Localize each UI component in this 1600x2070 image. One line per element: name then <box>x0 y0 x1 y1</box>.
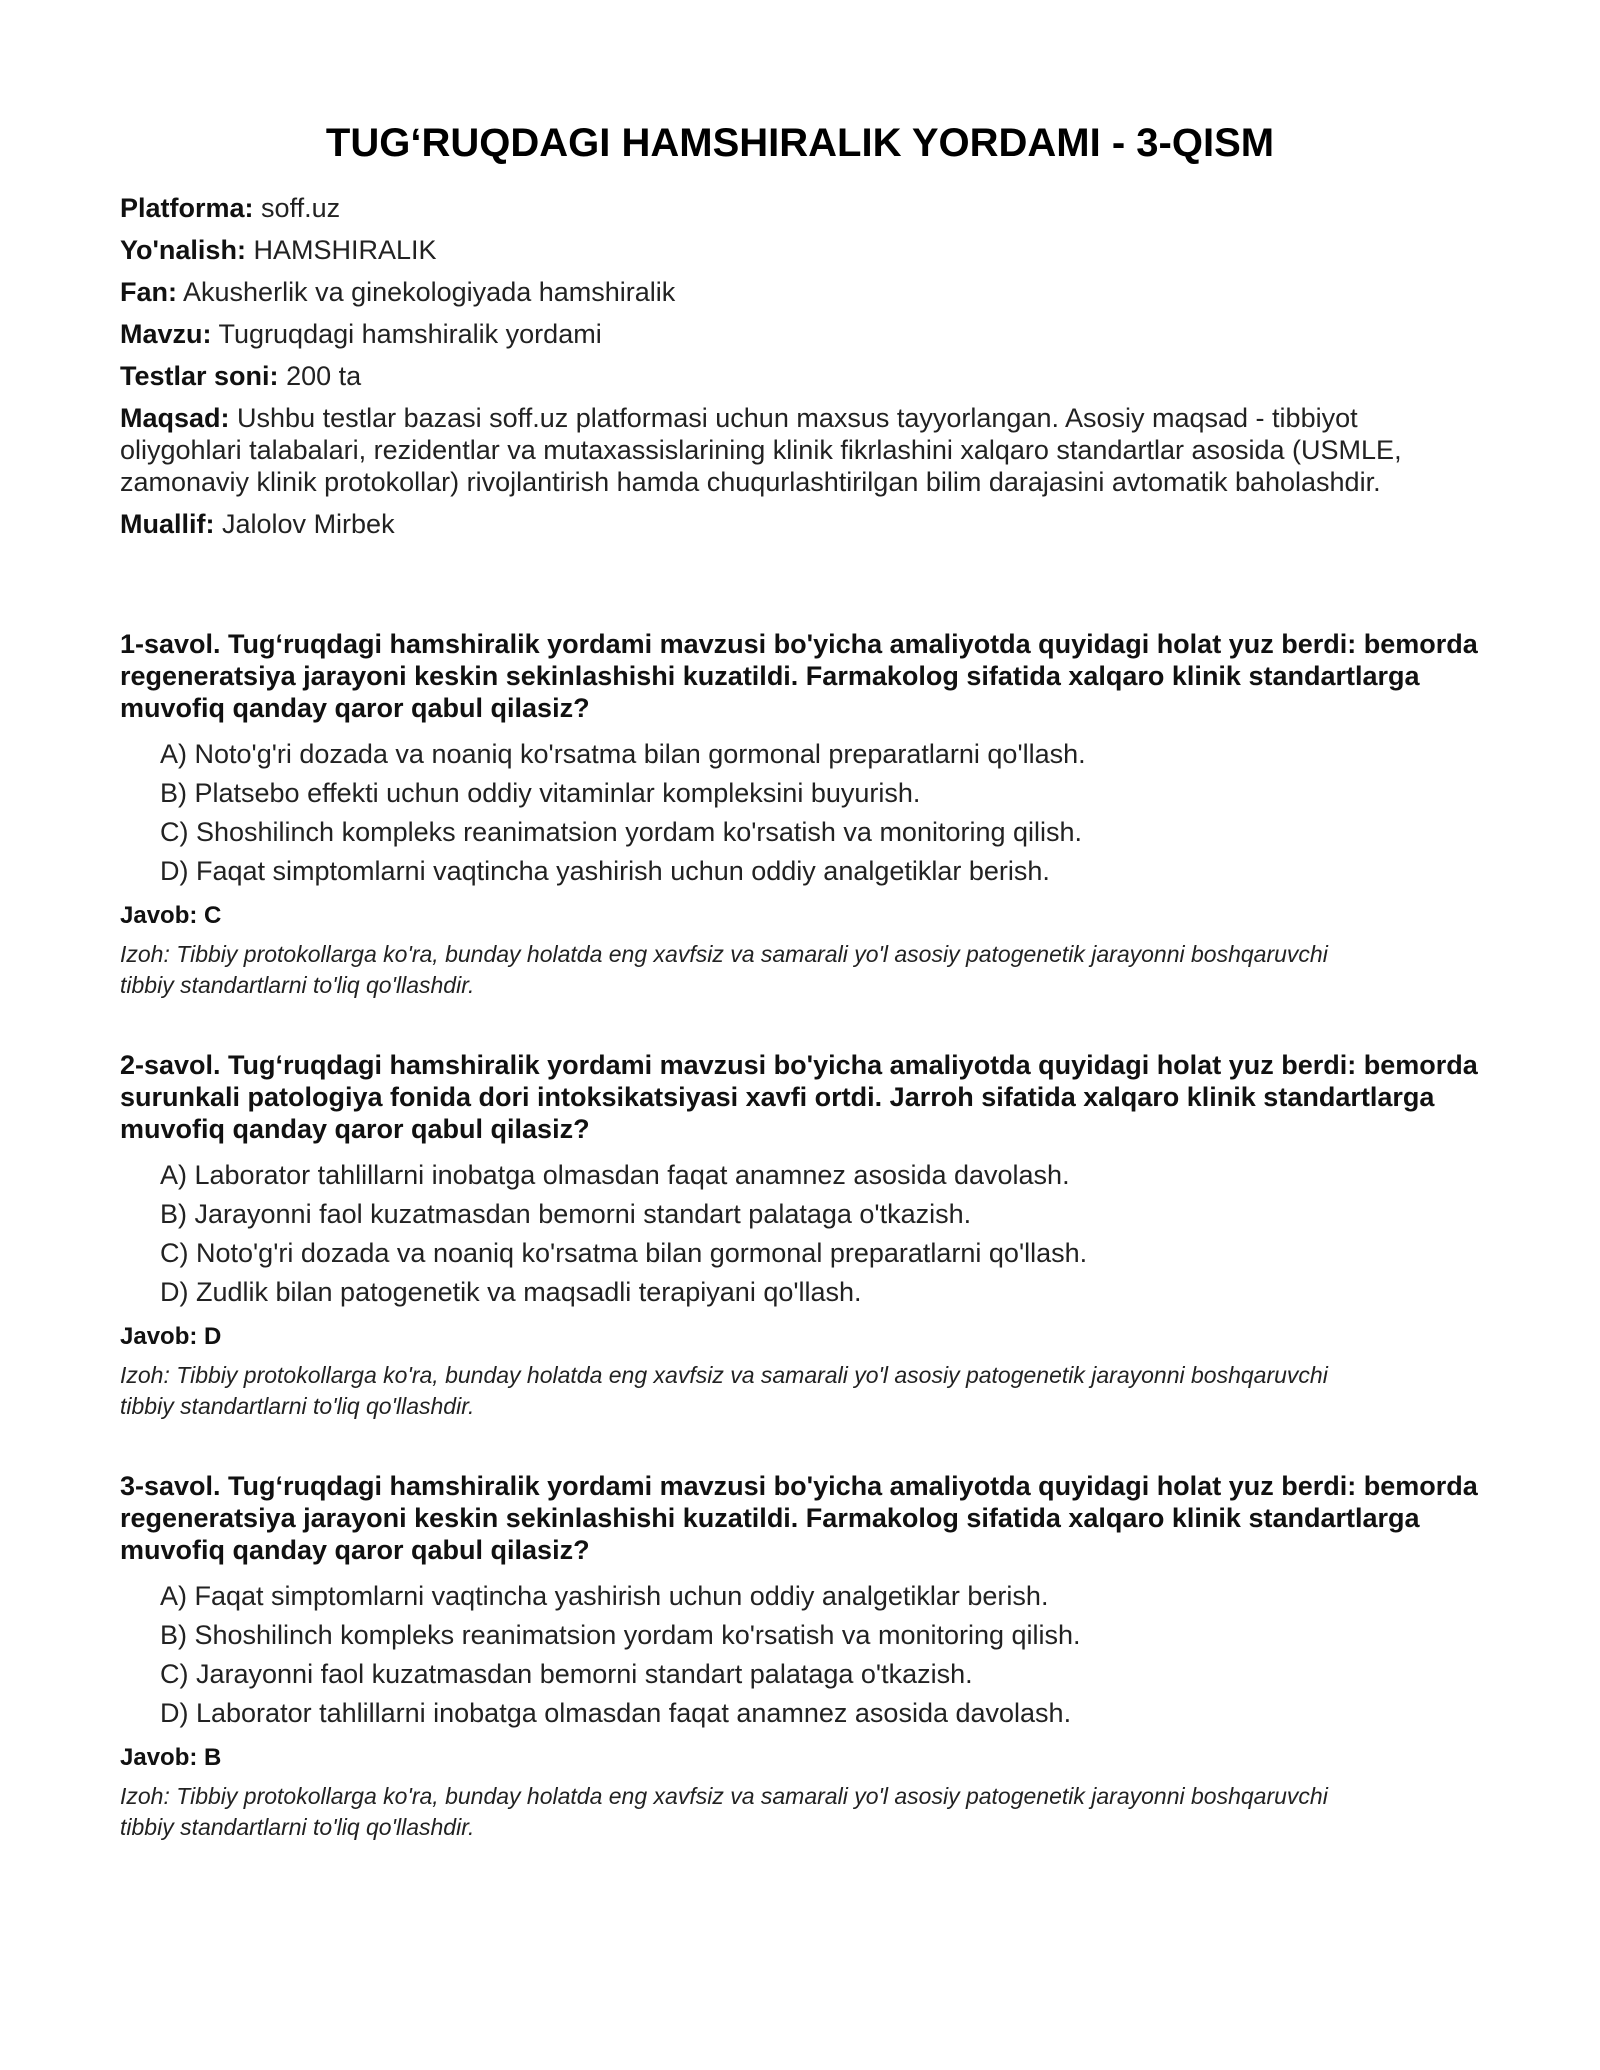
meta-key: Mavzu: <box>120 319 212 349</box>
meta-direction <box>120 234 1480 266</box>
meta-value: soff.uz <box>261 193 341 223</box>
meta-value: Tugruqdagi hamshiralik yordami <box>218 319 602 349</box>
question-1 <box>120 628 1480 1001</box>
question-text: 1-savol. Tug‘ruqdagi hamshiralik yordami mavzusi bo'yicha amaliyotda quyidagi holat yuz berdi: bemorda regeneratsiya jarayoni keskin sekinlashishi kuzatildi. Farmakolog sifatida xalqaro klinik standartlarga muvofiq qanday qaror qabul qilasiz? <box>120 629 1478 723</box>
option-a: A) Faqat simptomlarni vaqtincha yashirish uchun oddiy analgetiklar berish. <box>160 1581 1049 1611</box>
answer-label: Javob: D <box>120 1323 222 1350</box>
option-d: D) Faqat simptomlarni vaqtincha yashirish uchun oddiy analgetiklar berish. <box>160 856 1050 886</box>
explanation-note: Izoh: Tibbiy protokollarga ko'ra, bunday holatda eng xavfsiz va samarali yo'l asosiy patogenetik jarayonni boshqaruvchi tibbiy standartlarni to'liq qo'llashdir. <box>120 941 1328 998</box>
meta-key: Platforma: <box>120 193 254 223</box>
option-c: C) Noto'g'ri dozada va noaniq ko'rsatma bilan gormonal preparatlarni qo'llash. <box>160 1238 1088 1268</box>
option-c: C) Jarayonni faol kuzatmasdan bemorni standart palataga o'tkazish. <box>160 1659 973 1689</box>
question-text: 2-savol. Tug‘ruqdagi hamshiralik yordami mavzusi bo'yicha amaliyotda quyidagi holat yuz berdi: bemorda surunkali patologiya fonida dori intoksikatsiyasi xavfi ortdi. Jarroh sifatida xalqaro klinik standartlarga muvofiq qanday qaror qabul qilasiz? <box>120 1050 1478 1144</box>
explanation-note: Izoh: Tibbiy protokollarga ko'ra, bunday holatda eng xavfsiz va samarali yo'l asosiy patogenetik jarayonni boshqaruvchi tibbiy standartlarni to'liq qo'llashdir. <box>120 1362 1328 1419</box>
option-d: D) Laborator tahlillarni inobatga olmasdan faqat anamnez asosida davolash. <box>160 1698 1072 1728</box>
option-b: B) Jarayonni faol kuzatmasdan bemorni standart palataga o'tkazish. <box>160 1199 972 1229</box>
meta-value: HAMSHIRALIK <box>253 235 437 265</box>
meta-purpose <box>120 402 1480 498</box>
question-3 <box>120 1470 1480 1843</box>
meta-key: Fan: <box>120 277 177 307</box>
option-a: A) Laborator tahlillarni inobatga olmasdan faqat anamnez asosida davolash. <box>160 1160 1070 1190</box>
explanation-note: Izoh: Tibbiy protokollarga ko'ra, bunday holatda eng xavfsiz va samarali yo'l asosiy patogenetik jarayonni boshqaruvchi tibbiy standartlarni to'liq qo'llashdir. <box>120 1783 1328 1840</box>
meta-test-count <box>120 360 1480 392</box>
document-page <box>120 118 1480 1891</box>
option-d: D) Zudlik bilan patogenetik va maqsadli terapiyani qo'llash. <box>160 1277 862 1307</box>
option-b: B) Platsebo effekti uchun oddiy vitaminlar kompleksini buyurish. <box>160 778 921 808</box>
meta-key: Yo'nalish: <box>120 235 246 265</box>
question-2 <box>120 1049 1480 1422</box>
meta-platform <box>120 192 1480 224</box>
meta-key: Testlar soni: <box>120 361 279 391</box>
option-a: A) Noto'g'ri dozada va noaniq ko'rsatma bilan gormonal preparatlarni qo'llash. <box>160 739 1086 769</box>
page-title: TUG‘RUQDAGI HAMSHIRALIK YORDAMI - 3-QISM <box>325 121 1275 165</box>
meta-key: Muallif: <box>120 509 215 539</box>
meta-author <box>120 508 1480 540</box>
meta-value: Jalolov Mirbek <box>222 509 395 539</box>
option-c: C) Shoshilinch kompleks reanimatsion yordam ko'rsatish va monitoring qilish. <box>160 817 1083 847</box>
meta-value: Akusherlik va ginekologiyada hamshiralik <box>183 277 676 307</box>
meta-topic <box>120 318 1480 350</box>
document-metadata <box>120 192 1480 540</box>
meta-subject <box>120 276 1480 308</box>
meta-value: 200 ta <box>286 361 362 391</box>
answer-label: Javob: B <box>120 1744 222 1771</box>
answer-label: Javob: C <box>120 902 222 929</box>
meta-value: Ushbu testlar bazasi soff.uz platformasi uchun maxsus tayyorlangan. Asosiy maqsad - tibbiyot oliygohlari talabalari, rezidentlar va mutaxassislarining klinik fikrlashini xalqaro standartlar asosida (USMLE, zamonaviy klinik protokollar) rivojlantirish hamda chuqurlashtirilgan bilim darajasini avtomatik baholashdir. <box>120 403 1402 497</box>
meta-key: Maqsad: <box>120 403 230 433</box>
question-text: 3-savol. Tug‘ruqdagi hamshiralik yordami mavzusi bo'yicha amaliyotda quyidagi holat yuz berdi: bemorda regeneratsiya jarayoni keskin sekinlashishi kuzatildi. Farmakolog sifatida xalqaro klinik standartlarga muvofiq qanday qaror qabul qilasiz? <box>120 1471 1478 1565</box>
option-b: B) Shoshilinch kompleks reanimatsion yordam ko'rsatish va monitoring qilish. <box>160 1620 1081 1650</box>
